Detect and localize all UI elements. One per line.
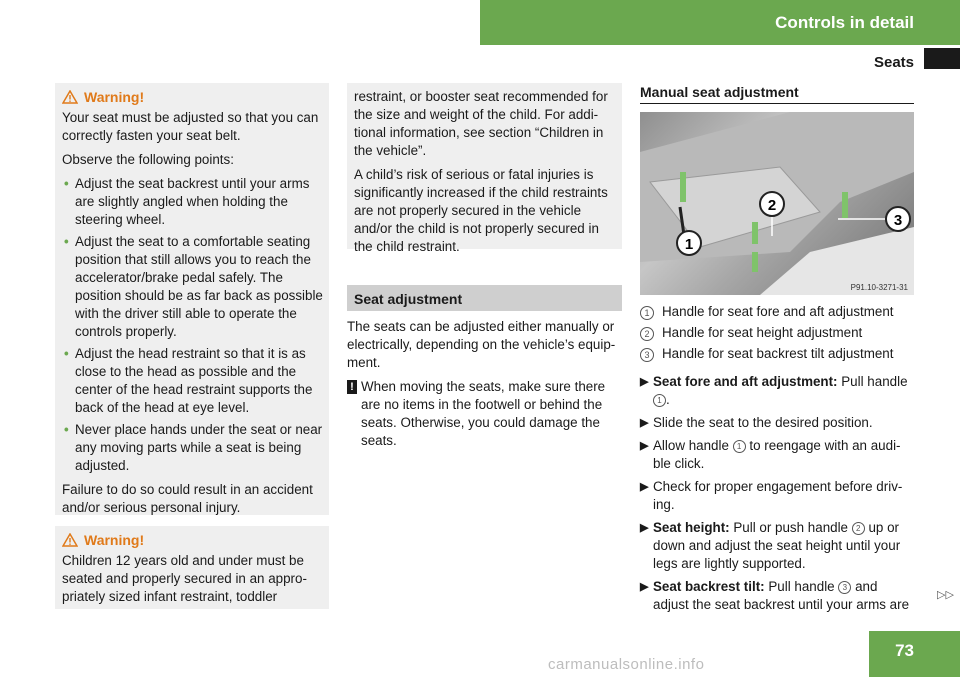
column-1 xyxy=(55,83,329,609)
step-backrest: ▶ Seat backrest tilt: Pull handle 3 and adjust the seat backrest until your arms are xyxy=(640,579,910,612)
legend-item: 1 Handle for seat fore and aft adjustment xyxy=(640,303,914,321)
step-slide: ▶ Slide the seat to the desired position. xyxy=(640,415,873,430)
section-heading-seat-adjustment: Seat adjustment xyxy=(347,285,622,311)
arrow-height-up xyxy=(752,222,758,244)
column-2 xyxy=(347,83,622,450)
page-number: 73 xyxy=(869,631,960,677)
bullet-icon: • xyxy=(64,346,69,361)
seat-adjustment-text: The seats can be adjusted either manually or electrically, depending on the vehicle’s equip-ment. xyxy=(347,319,616,370)
step-arrow-icon: ▶ xyxy=(640,417,649,429)
bullet-icon: • xyxy=(64,234,69,249)
warning-cont-p1: restraint, or booster seat recommended for the size and weight of the child. For addi-tional information, see section “Children in the vehicle”. xyxy=(354,89,608,158)
warning-triangle-icon xyxy=(62,533,78,547)
caution-note xyxy=(347,378,622,450)
seat-photo xyxy=(640,112,914,295)
step-fore-aft: ▶ Seat fore and aft adjustment: Pull handle 1 . xyxy=(640,374,908,407)
section-marker xyxy=(924,48,960,69)
legend-item: 3 Handle for seat backrest tilt adjustment xyxy=(640,345,914,363)
arrow-fore-up xyxy=(680,172,686,202)
seat-illustration xyxy=(640,112,914,295)
list-item: • Never place hands under the seat or near any moving parts while a seat is being adjusted. xyxy=(64,422,323,473)
bullet-icon: • xyxy=(64,176,69,191)
step-check: ▶ Check for proper engagement before driv-ing. xyxy=(640,479,903,512)
caution-text: When moving the seats, make sure there are no items in the footwell or behind the seats. Otherwise, you could damage the seats. xyxy=(361,379,606,448)
warning-cont-p2: A child’s risk of serious or fatal injuries is significantly increased if the child restraints are not properly secured in the vehicle and/or the child is not properly secured in the child restraint. xyxy=(354,167,608,254)
warning-title: Warning! xyxy=(84,532,145,548)
warning-heading xyxy=(62,531,323,549)
step-reengage: ▶ Allow handle 1 to reengage with an audi-ble click. xyxy=(640,438,901,471)
warning-children-text: Children 12 years old and under must be seated and properly secured in an appro-priately sized infant restraint, toddler xyxy=(62,553,307,604)
caution-icon: ! xyxy=(347,380,357,394)
list-item: • Adjust the head restraint so that it is as close to the head as possible and the center of the head restraint supports the back of the head at eye level. xyxy=(64,346,313,415)
step-height: ▶ Seat height: Pull or push handle 2 up or down and adjust the seat height until your legs are lightly supported. xyxy=(640,520,901,571)
arrow-tilt-up xyxy=(842,192,848,218)
callout-3-label: 3 xyxy=(893,212,903,229)
photo-legend xyxy=(640,303,914,363)
warning-box-children xyxy=(55,526,329,609)
warning-observe: Observe the following points: xyxy=(62,152,234,167)
arrow-height-down xyxy=(752,252,758,272)
list-item: • Adjust the seat to a comfortable seating position that still allows you to reach the accelerator/brake pedal safely. The position should be as far back as possible with the driver still able to operate the controls properly. xyxy=(64,234,323,339)
continue-arrows-icon: ▷▷ xyxy=(937,589,954,601)
callout-1-label: 1 xyxy=(684,236,694,253)
section-title: Seats xyxy=(873,54,914,71)
list-item: • Adjust the seat backrest until your arms are slightly angled when holding the steering wheel. xyxy=(64,176,310,227)
warning-failure: Failure to do so could result in an accident and/or serious personal injury. xyxy=(62,482,313,515)
bullet-icon: • xyxy=(64,422,69,437)
step-arrow-icon: ▶ xyxy=(640,581,649,593)
step-arrow-icon: ▶ xyxy=(640,376,649,388)
warning-bullets xyxy=(62,175,323,475)
instruction-steps xyxy=(640,373,914,614)
warning-triangle-icon xyxy=(62,90,78,104)
photo-code: P91.10-3271-31 xyxy=(850,283,908,292)
step-arrow-icon: ▶ xyxy=(640,522,649,534)
chapter-title: Controls in detail xyxy=(775,13,914,32)
warning-title: Warning! xyxy=(84,89,145,105)
legend-item: 2 Handle for seat height adjustment xyxy=(640,324,914,342)
warning-box-seat xyxy=(55,83,329,515)
warning-intro: Your seat must be adjusted so that you can correctly fasten your seat belt. xyxy=(62,110,319,143)
callout-2-label: 2 xyxy=(767,197,777,214)
step-arrow-icon: ▶ xyxy=(640,440,649,452)
column-3 xyxy=(640,83,914,619)
warning-heading xyxy=(62,88,323,106)
step-arrow-icon: ▶ xyxy=(640,481,649,493)
manual-seat-heading: Manual seat adjustment xyxy=(640,83,914,104)
watermark: carmanualsonline.info xyxy=(548,656,705,673)
warning-box-continued xyxy=(347,83,622,254)
